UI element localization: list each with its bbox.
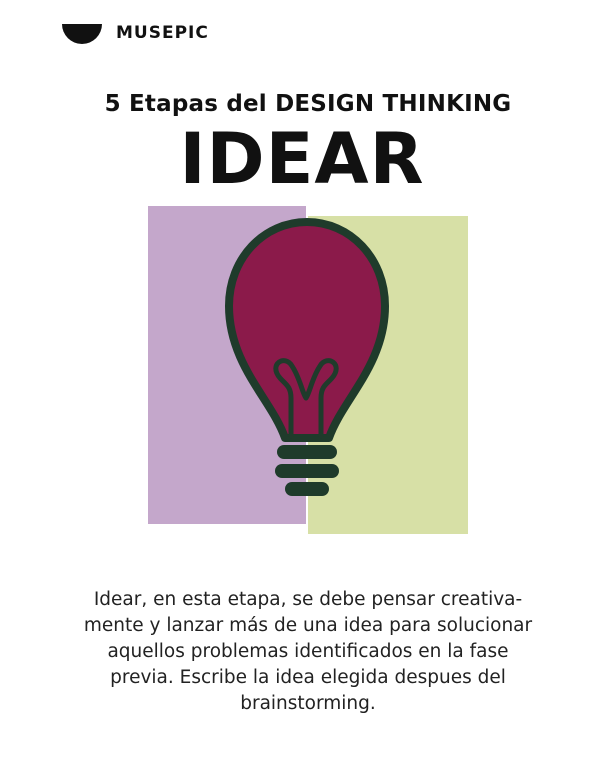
- description-line: Idear, en esta etapa, se debe pensar creativa-: [93, 589, 523, 610]
- brand-name: MUSEPIC: [116, 23, 209, 43]
- bulb-filament: [276, 361, 336, 436]
- description-line: aquellos problemas identificados en la fase: [107, 641, 509, 662]
- description-paragraph: [48, 587, 568, 717]
- page-title: IDEAR: [179, 118, 425, 200]
- half-circle-logo-icon: [62, 22, 102, 44]
- bulb-glass: [229, 222, 385, 438]
- description-line: previa. Escribe la idea elegida despues del: [110, 667, 506, 688]
- lightbulb-icon: [229, 222, 385, 489]
- description-line: mente y lanzar más de una idea para solucionar: [83, 615, 533, 636]
- left-color-panel: [148, 206, 306, 524]
- right-color-panel: [308, 216, 468, 534]
- description-line: brainstorming.: [240, 693, 376, 714]
- page-subtitle: 5 Etapas del DESIGN THINKING: [104, 91, 512, 117]
- brand: [62, 20, 209, 46]
